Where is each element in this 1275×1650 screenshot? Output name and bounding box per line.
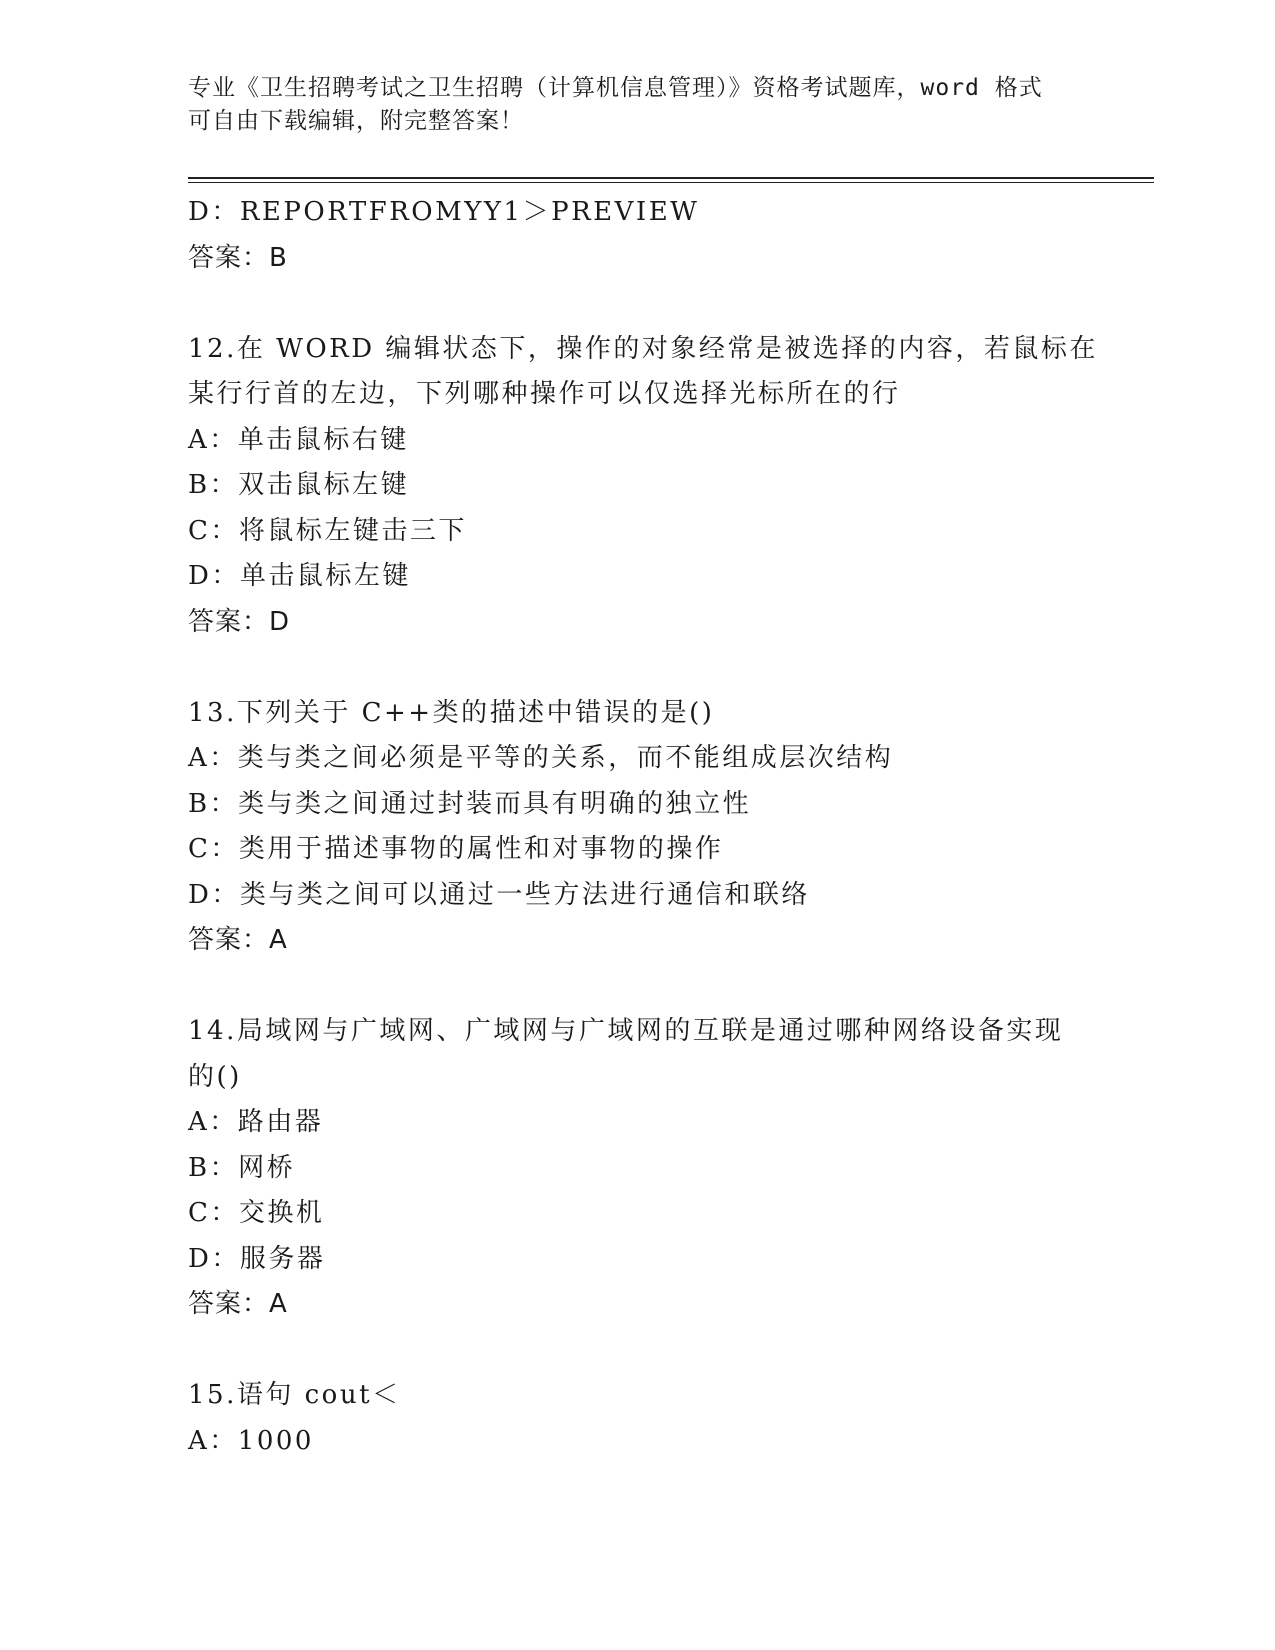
header-line-1: 专业《卫生招聘考试之卫生招聘（计算机信息管理）》资格考试题库，word 格式 bbox=[188, 75, 1043, 101]
option-a: A：路由器 bbox=[188, 1107, 324, 1137]
option-b: B：类与类之间通过封装而具有明确的独立性 bbox=[188, 788, 752, 819]
option-d: D：单击鼠标左键 bbox=[188, 561, 411, 591]
option-b: B：双击鼠标左键 bbox=[188, 470, 410, 500]
answer-line: 答案：D bbox=[188, 606, 291, 637]
answer-line: 答案：A bbox=[188, 1289, 288, 1319]
answer-line: 答案：A bbox=[188, 925, 288, 955]
header-line-2: 可自由下载编辑，附完整答案！ bbox=[188, 108, 524, 134]
option-c: C：将鼠标左键击三下 bbox=[188, 515, 467, 546]
question-stem: 的() bbox=[188, 1061, 242, 1092]
option-a: A：单击鼠标右键 bbox=[188, 424, 409, 455]
option-c: C：交换机 bbox=[188, 1198, 325, 1228]
option-c: C：类用于描述事物的属性和对事物的操作 bbox=[188, 834, 724, 864]
option-d: D：REPORTFROMYY1＞PREVIEW bbox=[188, 197, 700, 227]
option-a: A：类与类之间必须是平等的关系，而不能组成层次结构 bbox=[188, 743, 894, 773]
question-12 bbox=[188, 327, 1098, 646]
option-d: D：服务器 bbox=[188, 1243, 326, 1274]
header-rule-thick bbox=[188, 177, 1154, 179]
question-13 bbox=[188, 691, 1088, 964]
option-a: A：1000 bbox=[188, 1425, 314, 1456]
question-stem: 某行行首的左边，下列哪种操作可以仅选择光标所在的行 bbox=[188, 379, 901, 409]
question-15 bbox=[188, 1373, 1088, 1464]
question-stem: 14.局域网与广域网、广域网与广域网的互联是通过哪种网络设备实现 bbox=[188, 1016, 1064, 1046]
answer-line: 答案：B bbox=[188, 242, 288, 273]
question-stem: 15.语句 cout＜ bbox=[188, 1380, 401, 1410]
question-14 bbox=[188, 1009, 1088, 1328]
option-d: D：类与类之间可以通过一些方法进行通信和联络 bbox=[188, 879, 810, 910]
page-header bbox=[188, 72, 1068, 138]
question-stem: 12.在 WORD 编辑状态下，操作的对象经常是被选择的内容，若鼠标在 bbox=[188, 333, 1098, 364]
question-content bbox=[188, 190, 1098, 1464]
question-stem: 13.下列关于 C++类的描述中错误的是() bbox=[188, 697, 715, 728]
header-rule-thin bbox=[188, 182, 1154, 183]
option-b: B：网桥 bbox=[188, 1152, 296, 1183]
